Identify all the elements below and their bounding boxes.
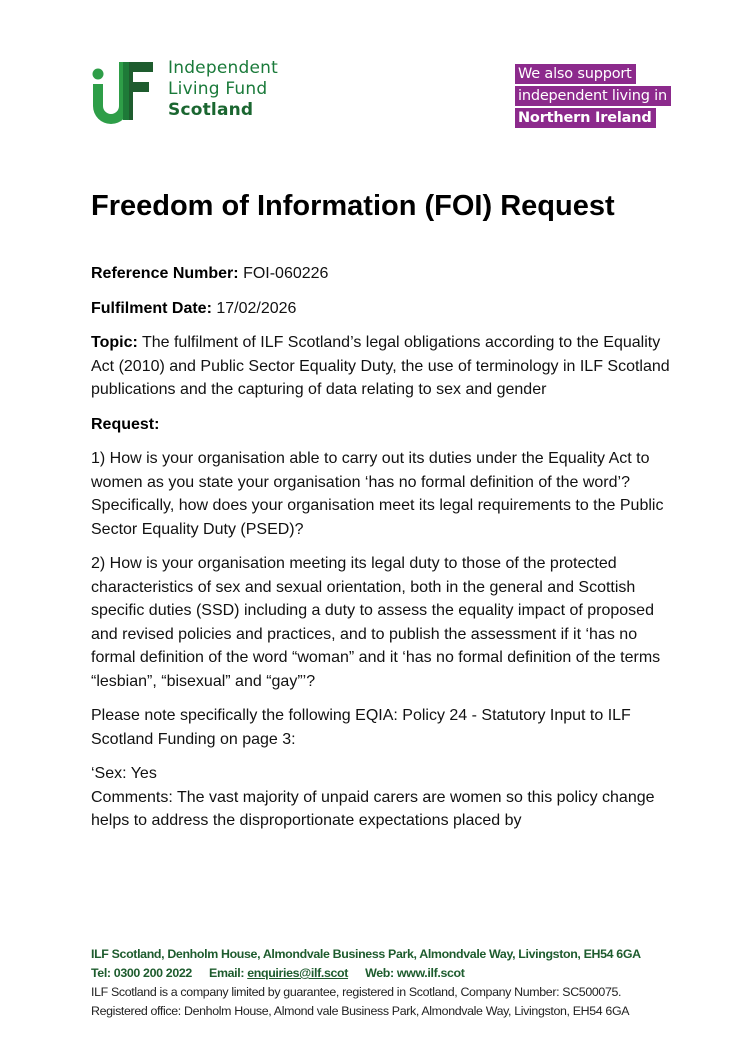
northern-ireland-badge <box>515 64 671 130</box>
fulfilment-date <box>91 297 681 321</box>
topic-label: Topic: <box>91 334 138 351</box>
ni-badge-line-1: We also support <box>515 64 636 84</box>
logo-line-2: Living Fund <box>168 79 268 99</box>
footer-company: ILF Scotland is a company limited by guarantee, registered in Scotland, Company Number: SC500075. <box>91 985 622 999</box>
footer-registered-office: Registered office: Denholm House, Almond vale Business Park, Almondvale Way, Livingston, EH54 6GA <box>91 1004 630 1018</box>
request-item-2: 2) How is your organisation meeting its legal duty to those of the protected characteristics of sex and sexual orientation, both in the general and Scottish specific duties (SSD) including a duty to assess the equality impact of proposed and revised policies and practices, and to publish the assessment if it ‘has no formal definition of the word “woman” and it ‘has no formal definition of the terms “lesbian”, “bisexual” and “gay”’? <box>91 555 661 690</box>
footer-contact <box>91 964 691 983</box>
reference-label: Reference Number: <box>91 265 239 282</box>
date-value: 17/02/2026 <box>216 299 297 317</box>
footer-email-link[interactable]: enquiries@ilf.scot <box>247 966 349 980</box>
request-item-1: 1) How is your organisation able to carry out its duties under the Equality Act to women as you state your organisation ‘has no formal definition of the word’? Specifically, how does your organisation meet its legal requirements to the Public Sector Equality Duty (PSED)? <box>91 450 664 538</box>
footer-tel: Tel: 0300 200 2022 <box>91 966 192 980</box>
page-footer <box>91 945 691 1021</box>
request-label: Request: <box>91 415 160 433</box>
request-heading <box>91 413 681 437</box>
document-title: Freedom of Information (FOI) Request <box>91 190 615 222</box>
logo-line-1: Independent <box>168 58 278 78</box>
topic-value: The fulfilment of ILF Scotland’s legal obligations according to the Equality Act (2010) and Public Sector Equality Duty, the use of terminology in ILF Scotland publications and the capturing of data relating to sex and gender <box>91 334 670 398</box>
footer-email-label: Email: <box>209 966 245 980</box>
eqia-quote <box>91 762 681 833</box>
ilf-logo <box>90 58 305 128</box>
footer-address: ILF Scotland, Denholm House, Almondvale Business Park, Almondvale Way, Livingston, EH54 6GA <box>91 947 641 961</box>
topic <box>91 331 681 402</box>
quote-line-1: ‘Sex: Yes <box>91 765 157 782</box>
logo-line-3: Scotland <box>168 100 254 120</box>
ni-badge-line-3: Northern Ireland <box>515 108 656 128</box>
eqia-note: Please note specifically the following EQIA: Policy 24 - Statutory Input to ILF Scotland Funding on page 3: <box>91 707 631 748</box>
ni-badge-line-2: independent living in <box>515 86 671 106</box>
reference-number <box>91 262 681 286</box>
quote-line-2: Comments: The vast majority of unpaid carers are women so this policy change helps to address the disproportionate expectations placed by <box>91 788 655 829</box>
document-body <box>91 262 681 844</box>
ilf-logo-text <box>168 58 278 121</box>
ilf-logo-mark-icon <box>90 58 156 124</box>
footer-web: Web: www.ilf.scot <box>365 966 465 980</box>
reference-value: FOI-060226 <box>243 265 329 282</box>
date-label: Fulfilment Date: <box>91 299 212 317</box>
